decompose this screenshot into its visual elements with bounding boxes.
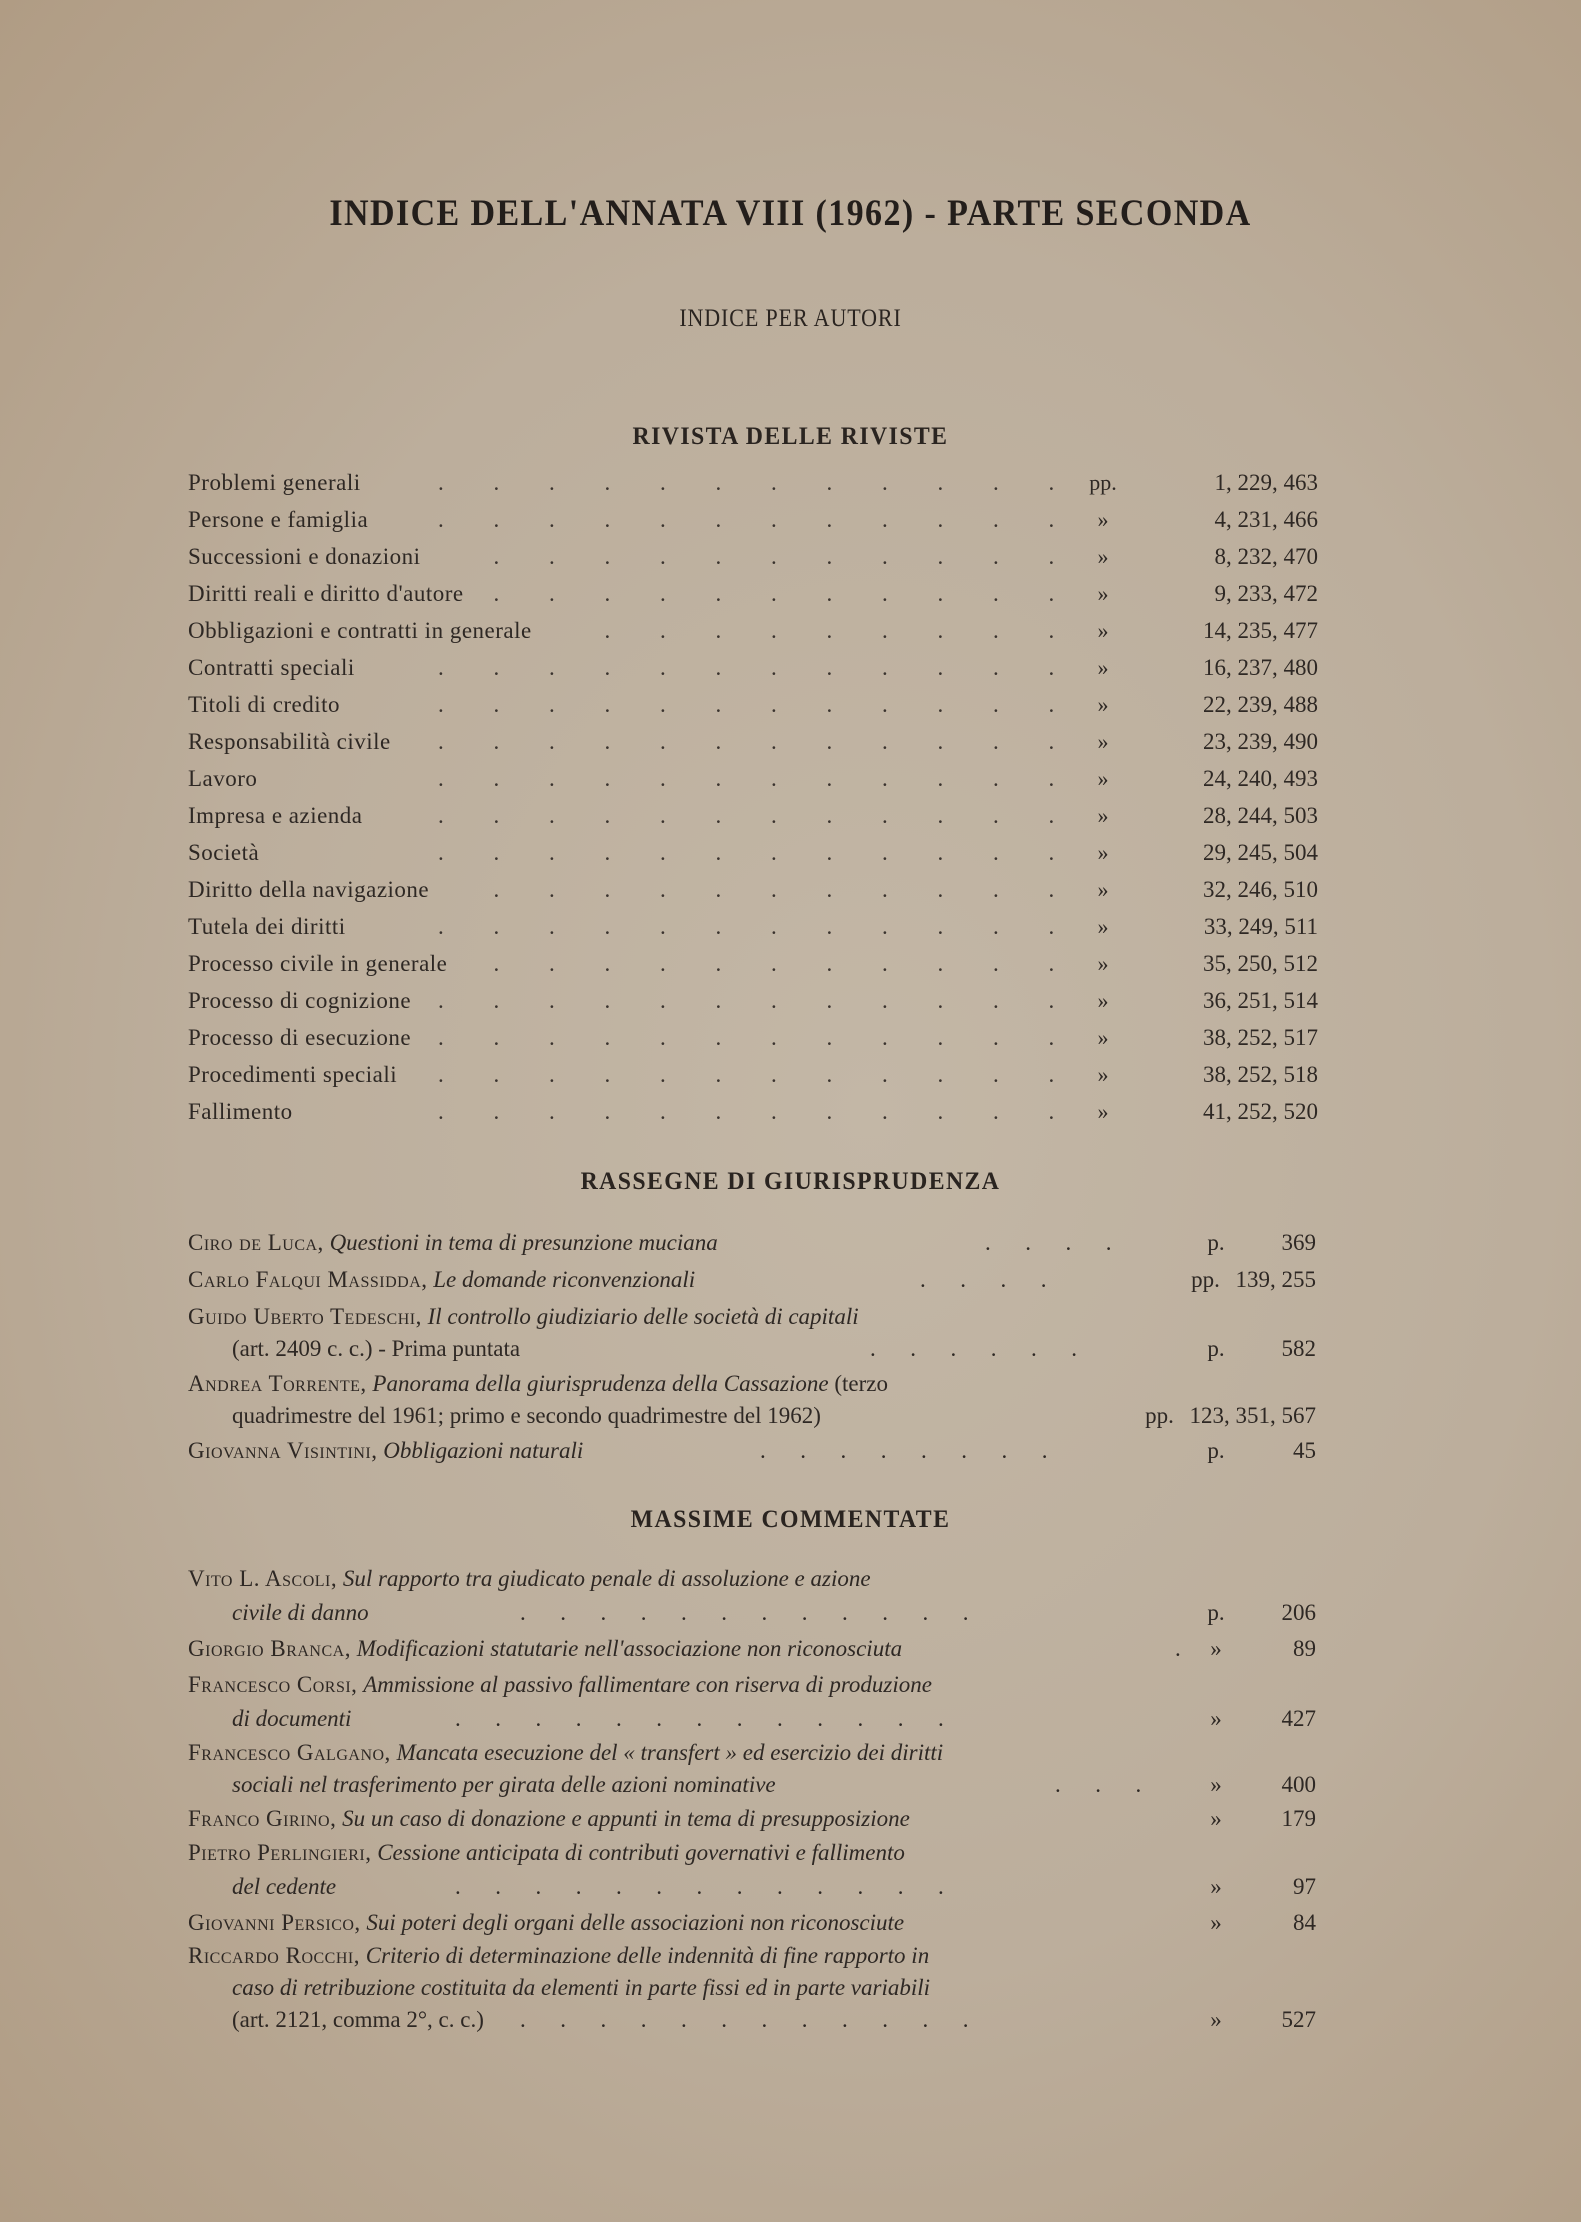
index-row-label: Successioni e donazioni (188, 544, 421, 569)
index-row-label: Diritti reali e diritto d'autore (188, 581, 464, 606)
page-prefix: » (1210, 1910, 1222, 1935)
page-prefix: » (1097, 1099, 1109, 1124)
index-row-label: Problemi generali (188, 470, 361, 495)
index-row: Processo di cognizione . . . . . . . . . . . . » 36, 251, 514 (188, 988, 1318, 1013)
page-numbers: 4, 231, 466 (1214, 507, 1318, 532)
entry-title: Mancata esecuzione del « transfert » ed esercizio dei diritti (396, 1740, 944, 1765)
index-row-label: Contratti speciali (188, 655, 355, 680)
index-row-label: Persone e famiglia (188, 507, 369, 532)
entry-title: Modificazioni statutarie nell'associazione non riconosciuta (356, 1636, 903, 1661)
page-numbers: 36, 251, 514 (1203, 988, 1318, 1013)
page-prefix: » (1097, 618, 1109, 643)
page-prefix: » (1097, 951, 1109, 976)
page-numbers: 41, 252, 520 (1203, 1099, 1318, 1124)
index-row: Successioni e donazioni . . . . . . . . . . . » 8, 232, 470 (188, 544, 1318, 569)
page-prefix: » (1210, 1636, 1222, 1661)
entry-title-note: (terzo (834, 1371, 888, 1396)
entry-title: Le domande riconvenzionali (433, 1267, 696, 1292)
entry-author: Giorgio Branca, (188, 1636, 351, 1661)
entry-title: Criterio di determinazione delle indennità di fine rapporto in (365, 1943, 930, 1968)
index-row: Responsabilità civile . . . . . . . . . . . . » 23, 239, 490 (188, 729, 1318, 754)
index-row: Titoli di credito . . . . . . . . . . . . » 22, 239, 488 (188, 692, 1318, 717)
dot-leader: . . . . . . . . . . . . (520, 2007, 969, 2032)
page-prefix: » (1097, 914, 1109, 939)
dot-leader: . . . . (920, 1267, 1047, 1292)
page-prefix: » (1097, 729, 1109, 754)
page-numbers: 84 (1293, 1910, 1316, 1935)
index-row-label: Processo di esecuzione (188, 1025, 412, 1050)
entry-author: Andrea Torrente, (188, 1371, 367, 1396)
index-row: Tutela dei diritti . . . . . . . . . . . . » 33, 249, 511 (188, 914, 1318, 939)
entry-title: Questioni in tema di presunzione muciana (329, 1230, 718, 1255)
index-row-label: Tutela dei diritti (188, 914, 346, 939)
index-row: Lavoro . . . . . . . . . . . . » 24, 240, 493 (188, 766, 1318, 791)
index-row: Processo di esecuzione . . . . . . . . . . . . » 38, 252, 517 (188, 1025, 1318, 1050)
entry-author: Carlo Falqui Massidda, (188, 1267, 428, 1292)
page-prefix: » (1097, 655, 1109, 680)
entry-title-continued: di documenti (232, 1706, 352, 1731)
entry-author: Francesco Galgano, (188, 1740, 391, 1765)
entry-title-continued: (art. 2121, comma 2°, c. c.) (232, 2007, 484, 2032)
entry-title: Cessione anticipata di contributi governativi e fallimento (377, 1840, 905, 1865)
index-row-label: Processo di cognizione (188, 988, 412, 1013)
page-numbers: 23, 239, 490 (1203, 729, 1318, 754)
index-row-label: Lavoro (188, 766, 258, 791)
page-title: INDICE DELL'ANNATA VIII (1962) - PARTE SECONDA (329, 193, 1252, 234)
page-numbers: 28, 244, 503 (1203, 803, 1318, 828)
page-numbers: 33, 249, 511 (1203, 914, 1318, 939)
page-prefix: » (1097, 692, 1109, 717)
dot-leader: . . . . (985, 1230, 1112, 1255)
dot-leader: . . . (1055, 1772, 1142, 1797)
section-heading-rivista: RIVISTA DELLE RIVISTE (632, 423, 949, 450)
entry-title: Obbligazioni naturali (383, 1438, 584, 1463)
page-prefix: » (1097, 840, 1109, 865)
index-row-label: Società (188, 840, 260, 865)
page-numbers: 16, 237, 480 (1203, 655, 1318, 680)
index-row: Persone e famiglia . . . . . . . . . . . . » 4, 231, 466 (188, 507, 1318, 532)
page-prefix: » (1210, 1772, 1222, 1797)
entry-title-continued: del cedente (232, 1874, 337, 1899)
page-prefix: p. (1207, 1230, 1225, 1255)
page-numbers: 32, 246, 510 (1203, 877, 1318, 902)
entry-title-continued: sociali nel trasferimento per girata delle azioni nominative (232, 1772, 776, 1797)
page-prefix: pp. (1089, 470, 1117, 495)
index-row: Contratti speciali . . . . . . . . . . . . » 16, 237, 480 (188, 655, 1318, 680)
dot-leader: . . . . . . . . . . . . . (455, 1874, 944, 1899)
page-numbers: 24, 240, 493 (1203, 766, 1318, 791)
page-prefix: » (1210, 2007, 1222, 2032)
dot-leader: . . . . . . . . . . . . . (455, 1706, 944, 1731)
index-row: Società . . . . . . . . . . . . » 29, 245, 504 (188, 840, 1318, 865)
page-numbers: 45 (1293, 1438, 1316, 1463)
entry-author: Giovanni Persico, (188, 1910, 361, 1935)
page-prefix: » (1097, 544, 1109, 569)
page-numbers: 38, 252, 518 (1203, 1062, 1318, 1087)
index-row: Obbligazioni e contratti in generale . . . . . . . . . » 14, 235, 477 (188, 618, 1318, 643)
entry-author: Vito L. Ascoli, (188, 1566, 338, 1591)
page-numbers: 179 (1281, 1806, 1316, 1831)
dot-leader: . . . . . . (870, 1336, 1077, 1361)
page-numbers: 8, 232, 470 (1214, 544, 1318, 569)
page-numbers: 123, 351, 567 (1189, 1403, 1316, 1428)
index-row: Diritto della navigazione . . . . . . . . . . . » 32, 246, 510 (188, 877, 1318, 902)
entry-author: Riccardo Rocchi, (188, 1943, 360, 1968)
entry-author: Pietro Perlingieri, (188, 1840, 372, 1865)
dot-leader: . . . . . . . . . . . . (520, 1600, 969, 1625)
page-numbers: 9, 233, 472 (1214, 581, 1318, 606)
index-row: Diritti reali e diritto d'autore . . . . . . . . . . . » 9, 233, 472 (188, 581, 1318, 606)
page-prefix: pp. (1191, 1267, 1220, 1292)
page-prefix: » (1097, 1062, 1109, 1087)
entry-title: Su un caso di donazione e appunti in tema di presupposizione (342, 1806, 910, 1831)
page-prefix: p. (1207, 1600, 1225, 1625)
page-prefix: pp. (1145, 1403, 1174, 1428)
page-numbers: 1, 229, 463 (1214, 470, 1318, 495)
index-row: Problemi generali . . . . . . . . . . . . pp. 1, 229, 463 (188, 470, 1318, 495)
index-row: Processo civile in generale . . . . . . . . . . . » 35, 250, 512 (188, 951, 1318, 976)
entry-title: Sui poteri degli organi delle associazioni non riconosciute (366, 1910, 905, 1935)
entry-title-continued: (art. 2409 c. c.) - Prima puntata (232, 1336, 521, 1361)
page-numbers: 22, 239, 488 (1203, 692, 1318, 717)
page-subtitle: INDICE PER AUTORI (679, 305, 902, 332)
page-numbers: 427 (1281, 1706, 1316, 1731)
entry-title-continued: caso di retribuzione costituita da elementi in parte fissi ed in parte variabili (232, 1975, 931, 2000)
page-prefix: » (1097, 581, 1109, 606)
page-prefix: » (1097, 803, 1109, 828)
page-numbers: 97 (1293, 1874, 1316, 1899)
page-numbers: 38, 252, 517 (1203, 1025, 1318, 1050)
dot-leader: . (1175, 1636, 1181, 1661)
page-numbers: 89 (1293, 1636, 1316, 1661)
index-row-label: Fallimento (188, 1099, 293, 1124)
page-numbers: 527 (1281, 2007, 1316, 2032)
page-numbers: 206 (1281, 1600, 1316, 1625)
section-heading-rassegne: RASSEGNE DI GIURISPRUDENZA (580, 1168, 1001, 1195)
index-row-label: Procedimenti speciali (188, 1062, 398, 1087)
entry-title: Sul rapporto tra giudicato penale di assoluzione e azione (342, 1566, 871, 1591)
page-prefix: » (1210, 1806, 1222, 1831)
dot-leader: . . . . . . . . (760, 1438, 1048, 1463)
index-row-label: Obbligazioni e contratti in generale (188, 618, 532, 643)
index-row: Impresa e azienda . . . . . . . . . . . . » 28, 244, 503 (188, 803, 1318, 828)
entry-author: Guido Uberto Tedeschi, (188, 1304, 422, 1329)
entry-author: Ciro de Luca, (188, 1230, 324, 1255)
page-prefix: » (1210, 1874, 1222, 1899)
page-prefix: » (1097, 877, 1109, 902)
entry-title-continued: quadrimestre del 1961; primo e secondo quadrimestre del 1962) (232, 1403, 821, 1428)
page-numbers: 369 (1281, 1230, 1316, 1255)
index-row-label: Diritto della navigazione (188, 877, 430, 902)
page-prefix: » (1210, 1706, 1222, 1731)
entry-author: Giovanna Visintini, (188, 1438, 378, 1463)
page-prefix: p. (1207, 1336, 1225, 1361)
page-prefix: » (1097, 507, 1109, 532)
page-numbers: 582 (1281, 1336, 1316, 1361)
entry-title-continued: civile di danno (232, 1600, 369, 1625)
entry-title: Panorama della giurisprudenza della Cassazione (372, 1371, 829, 1396)
page-prefix: » (1097, 766, 1109, 791)
entry-author: Francesco Corsi, (188, 1672, 358, 1697)
entry-title: Ammissione al passivo fallimentare con riserva di produzione (363, 1672, 932, 1697)
entry-author: Franco Girino, (188, 1806, 337, 1831)
page-numbers: 29, 245, 504 (1203, 840, 1318, 865)
index-row-label: Impresa e azienda (188, 803, 363, 828)
page-prefix: » (1097, 1025, 1109, 1050)
page-prefix: p. (1207, 1438, 1225, 1463)
index-row-label: Processo civile in generale (188, 951, 448, 976)
entry-title: Il controllo giudiziario delle società di capitali (427, 1304, 859, 1329)
index-row-label: Responsabilità civile (188, 729, 391, 754)
page-prefix: » (1097, 988, 1109, 1013)
page-numbers: 35, 250, 512 (1203, 951, 1318, 976)
index-row-label: Titoli di credito (188, 692, 341, 717)
section-heading-massime: MASSIME COMMENTATE (630, 1506, 951, 1533)
index-row: Fallimento . . . . . . . . . . . . » 41, 252, 520 (188, 1099, 1318, 1124)
page-numbers: 139, 255 (1235, 1267, 1316, 1292)
index-row: Procedimenti speciali . . . . . . . . . . . . » 38, 252, 518 (188, 1062, 1318, 1087)
page-numbers: 400 (1281, 1772, 1316, 1797)
page-numbers: 14, 235, 477 (1203, 618, 1318, 643)
